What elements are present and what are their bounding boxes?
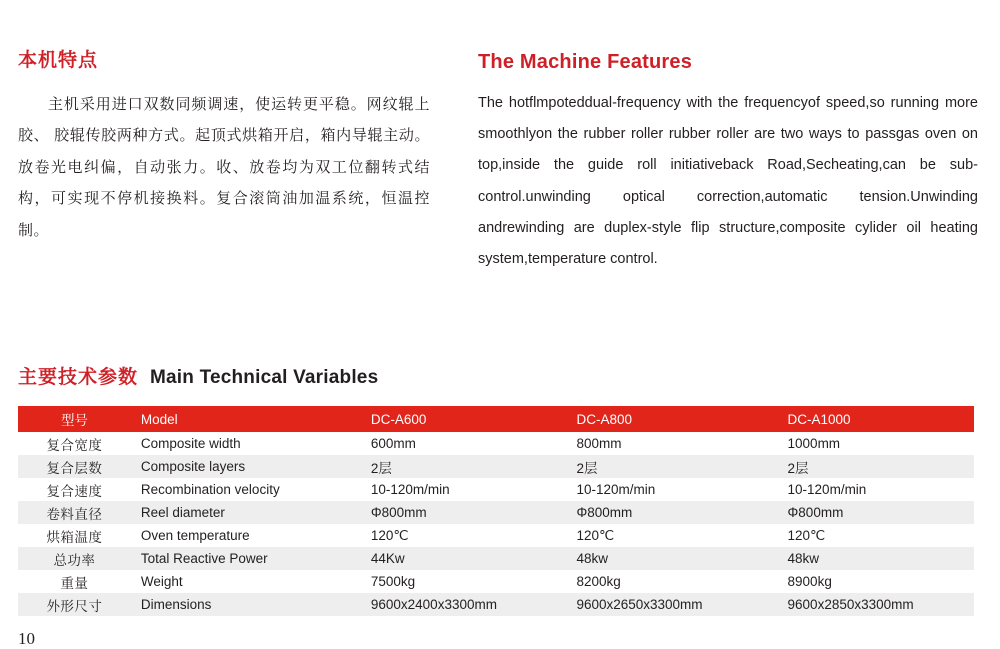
table-header-cell-dc-a600: DC-A600 xyxy=(361,406,567,432)
table-cell: Φ800mm xyxy=(566,501,777,524)
table-cell: Recombination velocity xyxy=(131,478,361,501)
table-cell: 44Kw xyxy=(361,547,567,570)
table-cell: 9600x2850x3300mm xyxy=(778,593,974,616)
table-row xyxy=(18,478,974,501)
table-cell: Weight xyxy=(131,570,361,593)
table-cell: 烘箱温度 xyxy=(18,524,131,547)
table-row xyxy=(18,593,974,616)
table-row xyxy=(18,570,974,593)
features-heading-en: The Machine Features xyxy=(478,51,693,73)
table-cell: 120℃ xyxy=(361,524,567,547)
table-header-cell-model-en: Model xyxy=(131,406,361,432)
features-body-cn: 主机采用进口双数同频调速，使运转更平稳。网纹辊上胶、 胶辊传胶两种方式。起顶式烘箱开启，箱内导辊主动。放卷光电纠偏，自动张力。收、放卷均为双工位翻转式结构，可实现不停机接换料。复合滚筒油加温系统，恒温控制。 xyxy=(18,95,430,239)
table-cell: 复合层数 xyxy=(18,455,131,478)
table-row xyxy=(18,524,974,547)
table-cell: 2层 xyxy=(566,455,777,478)
table-cell: 8900kg xyxy=(778,570,974,593)
table-header xyxy=(18,406,974,432)
table-cell: Dimensions xyxy=(131,593,361,616)
table-cell: 9600x2650x3300mm xyxy=(566,593,777,616)
features-english-column xyxy=(478,50,978,275)
table-cell: 7500kg xyxy=(361,570,567,593)
page-number: 10 xyxy=(18,629,35,648)
table-cell: 48kw xyxy=(566,547,777,570)
table-cell: Reel diameter xyxy=(131,501,361,524)
table-cell: Composite layers xyxy=(131,455,361,478)
features-chinese-column xyxy=(18,50,430,246)
table-header-cell-dc-a800: DC-A800 xyxy=(566,406,777,432)
table-cell: 120℃ xyxy=(778,524,974,547)
table-cell: 卷料直径 xyxy=(18,501,131,524)
table-header-cell-model-cn: 型号 xyxy=(18,406,131,432)
table-cell: Composite width xyxy=(131,432,361,455)
table-cell: 9600x2400x3300mm xyxy=(361,593,567,616)
table-row xyxy=(18,455,974,478)
params-title-en: Main Technical Variables xyxy=(150,367,379,388)
technical-specs-table xyxy=(18,406,974,616)
table-cell: 2层 xyxy=(361,455,567,478)
table-cell: 外形尺寸 xyxy=(18,593,131,616)
table-cell: 10-120m/min xyxy=(566,478,777,501)
table-cell: 1000mm xyxy=(778,432,974,455)
params-title-cn: 主要技术参数 xyxy=(18,367,139,388)
table-row xyxy=(18,432,974,455)
table-row xyxy=(18,501,974,524)
table-cell: 10-120m/min xyxy=(361,478,567,501)
technical-parameters-title xyxy=(18,362,378,389)
table-cell: Φ800mm xyxy=(778,501,974,524)
table-cell: 复合宽度 xyxy=(18,432,131,455)
table-cell: Total Reactive Power xyxy=(131,547,361,570)
table-body xyxy=(18,432,974,616)
features-body-en: The hotflmpoteddual-frequency with the frequencyof speed,so running more smoothlyon the rubber roller rubber roller are two ways to passgas oven on top,inside the guide roll initiativeback Road,Secheating,can be sub-control.unwinding optical correction,automatic tension.Unwinding andrewinding are duplex-style flip structure,composite cylider oil heating system,temperature control. xyxy=(478,95,978,267)
table-cell: Φ800mm xyxy=(361,501,567,524)
table-cell: 120℃ xyxy=(566,524,777,547)
features-heading-cn: 本机特点 xyxy=(18,50,99,71)
table-cell: 800mm xyxy=(566,432,777,455)
table-cell: 10-120m/min xyxy=(778,478,974,501)
table-header-cell-dc-a1000: DC-A1000 xyxy=(778,406,974,432)
table-cell: 600mm xyxy=(361,432,567,455)
table-cell: 复合速度 xyxy=(18,478,131,501)
table-row xyxy=(18,547,974,570)
table-cell: Oven temperature xyxy=(131,524,361,547)
table-cell: 8200kg xyxy=(566,570,777,593)
table-cell: 2层 xyxy=(778,455,974,478)
table-cell: 重量 xyxy=(18,570,131,593)
table-cell: 总功率 xyxy=(18,547,131,570)
table-cell: 48kw xyxy=(778,547,974,570)
table-header-row xyxy=(18,406,974,432)
